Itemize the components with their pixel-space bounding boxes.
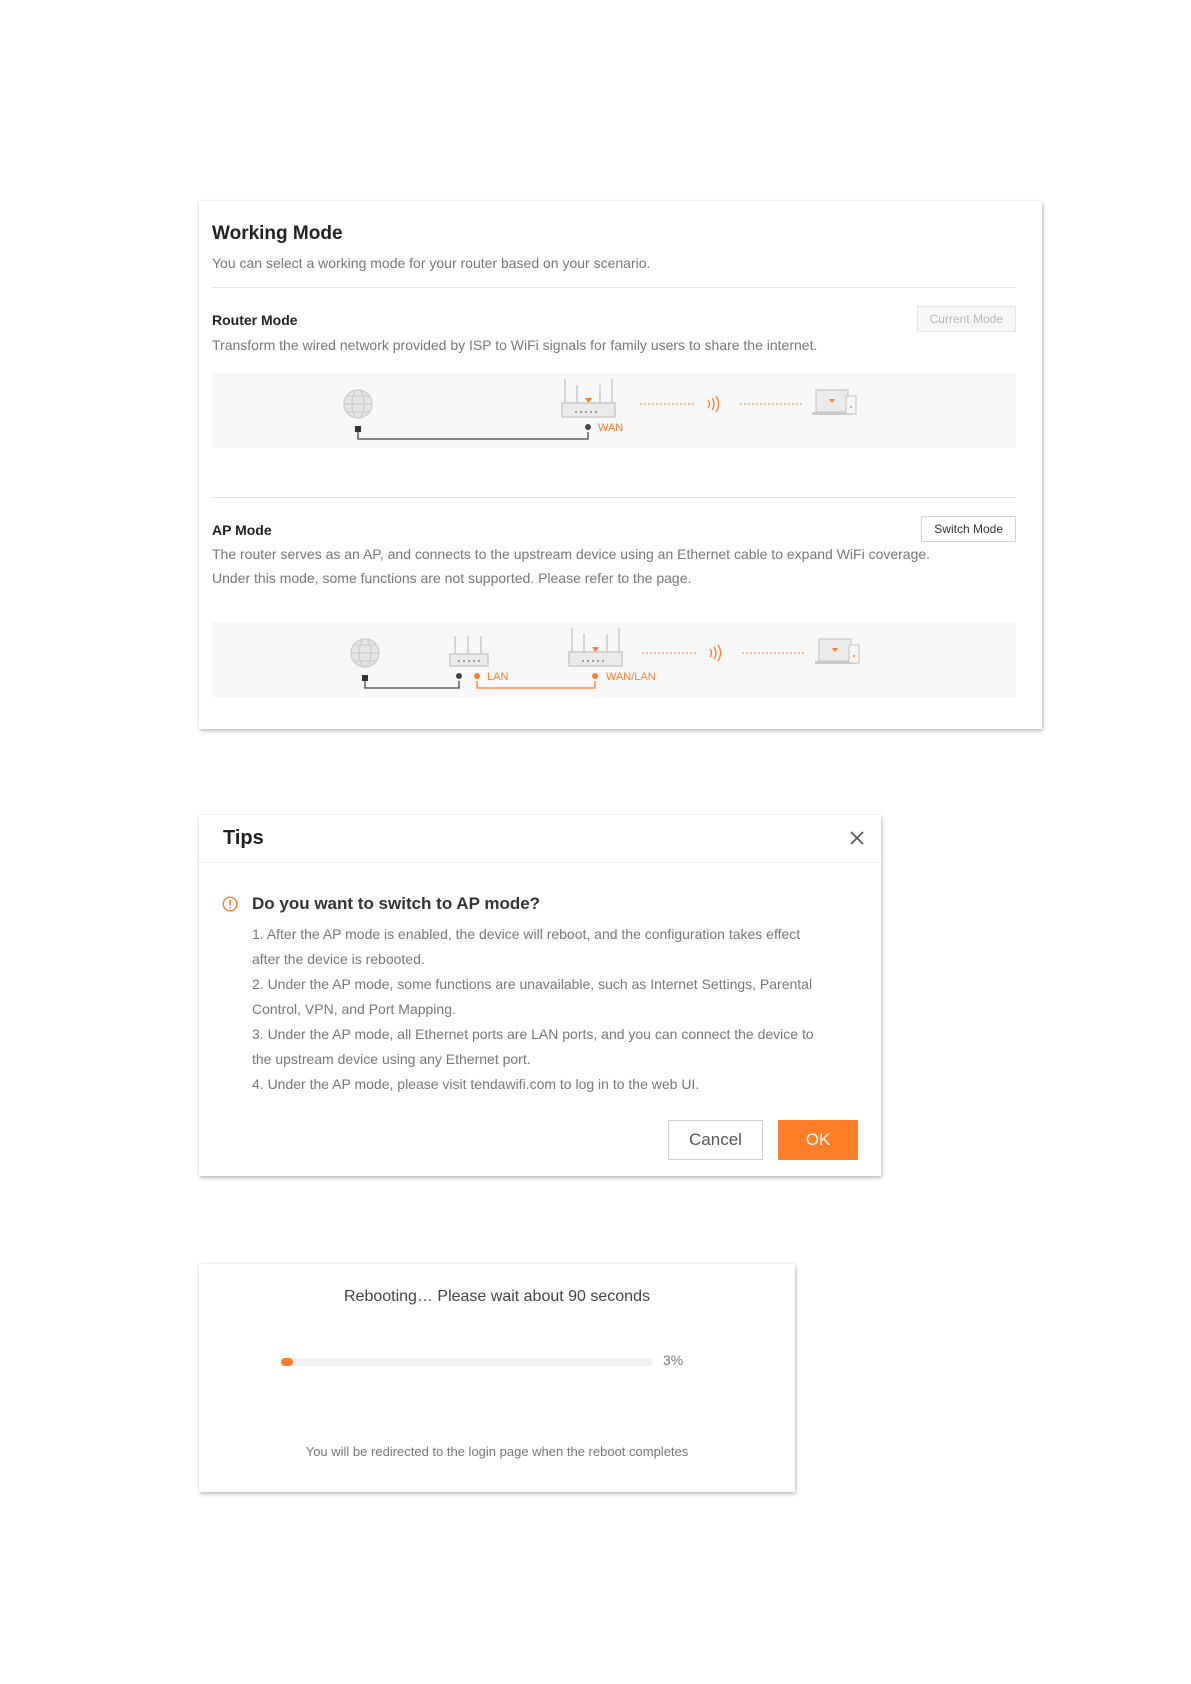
dialog-body <box>252 922 862 1097</box>
tip-line: after the device is rebooted. <box>252 951 425 967</box>
router-mode-diagram <box>212 373 1016 448</box>
switch-mode-button[interactable]: Switch Mode <box>921 516 1016 542</box>
isp-port-icon <box>355 426 361 432</box>
close-icon[interactable] <box>847 828 867 848</box>
ap-mode-description-line2: Under this mode, some functions are not supported. Please refer to the page. <box>212 570 692 586</box>
isp-port-icon <box>362 675 368 681</box>
ap-mode-description-line1: The router serves as an AP, and connects to the upstream device using an Ethernet cable to expand WiFi coverage. <box>212 546 931 562</box>
divider <box>212 287 1016 288</box>
ok-button[interactable]: OK <box>778 1120 858 1160</box>
reboot-message: Rebooting… Please wait about 90 seconds <box>344 1288 650 1305</box>
wan-lan-port-icon <box>592 673 598 679</box>
lan-label: LAN <box>487 671 509 683</box>
working-mode-title: Working Mode <box>212 223 343 244</box>
tip-line: the upstream device using any Ethernet port. <box>252 1051 531 1067</box>
upstream-port-icon <box>456 673 462 679</box>
tip-line: 1. After the AP mode is enabled, the device will reboot, and the configuration takes effect <box>252 926 801 942</box>
reboot-panel <box>199 1264 795 1492</box>
tips-dialog <box>199 815 881 1176</box>
progress-percent: 3% <box>663 1352 684 1368</box>
cable <box>358 432 588 439</box>
progress-bar <box>281 1358 653 1366</box>
working-mode-panel <box>199 201 1042 729</box>
ap-mode-title: AP Mode <box>212 522 272 538</box>
phone-icon <box>849 645 859 663</box>
tip-line: 2. Under the AP mode, some functions are unavailable, such as Internet Settings, Parental <box>252 976 813 992</box>
ap-mode-diagram <box>212 622 1016 697</box>
redirect-note: You will be redirected to the login page when the reboot completes <box>305 1444 689 1459</box>
tip-line: 4. Under the AP mode, please visit tendawifi.com to log in to the web UI. <box>252 1076 700 1092</box>
wifi-signal-icon <box>710 645 721 661</box>
cable <box>365 681 459 688</box>
internet-globe-icon <box>351 639 379 667</box>
tip-line: 3. Under the AP mode, all Ethernet ports are LAN ports, and you can connect the device to <box>252 1026 814 1042</box>
dialog-title: Tips <box>223 827 264 849</box>
router-mode-description: Transform the wired network provided by ISP to WiFi signals for family users to share the internet. <box>212 337 818 353</box>
wan-port-icon <box>585 424 591 430</box>
wan-lan-label: WAN/LAN <box>606 671 656 683</box>
dialog-question: Do you want to switch to AP mode? <box>252 894 541 913</box>
wifi-signal-icon <box>708 396 719 412</box>
warning-icon <box>222 896 238 912</box>
phone-icon <box>846 396 856 414</box>
working-mode-subtitle: You can select a working mode for your router based on your scenario. <box>212 255 651 271</box>
cancel-button[interactable]: Cancel <box>668 1120 763 1160</box>
tip-line: Control, VPN, and Port Mapping. <box>252 1001 456 1017</box>
current-mode-button[interactable]: Current Mode <box>917 306 1016 332</box>
divider <box>212 497 1016 498</box>
wan-label: WAN <box>598 422 624 434</box>
lan-port-icon <box>474 673 480 679</box>
dialog-header <box>199 815 881 863</box>
internet-globe-icon <box>344 390 372 418</box>
progress-fill <box>281 1358 293 1366</box>
router-mode-title: Router Mode <box>212 312 298 328</box>
